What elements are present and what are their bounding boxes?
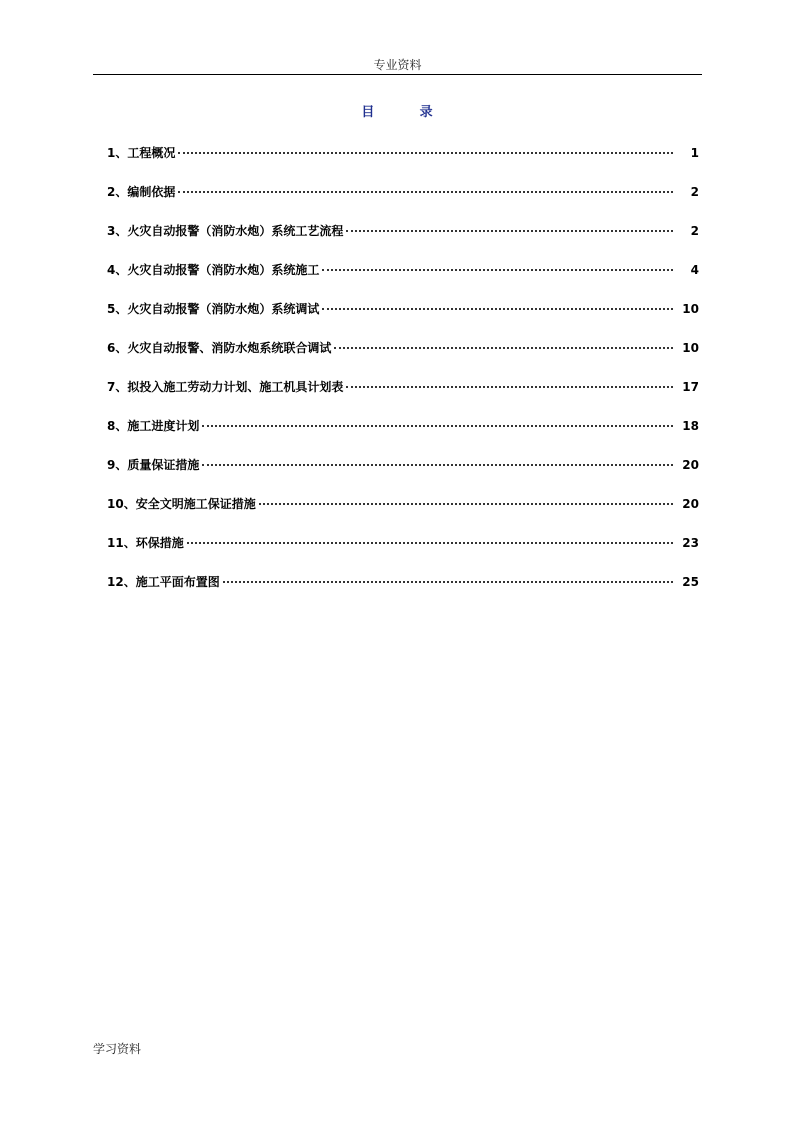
toc-dot-leader (346, 386, 673, 388)
toc-entry[interactable] (107, 456, 699, 495)
toc-entry-page: 17 (682, 380, 699, 394)
toc-entry-page: 10 (682, 302, 699, 316)
toc-entry[interactable] (107, 183, 699, 222)
toc-entry-page: 20 (682, 497, 699, 511)
toc-entry-label: 3、火灾自动报警（消防水炮）系统工艺流程 (107, 224, 344, 238)
toc-dot-leader (187, 542, 673, 544)
toc-entry-label: 1、工程概况 (107, 146, 176, 160)
toc-entry-page: 1 (690, 146, 699, 160)
toc-dot-leader (178, 191, 673, 193)
toc-entry[interactable] (107, 144, 699, 183)
toc-entry-label: 11、环保措施 (107, 536, 184, 550)
toc-entry-page: 2 (690, 185, 699, 199)
page-footer: 学习资料 (93, 1042, 142, 1056)
toc-dot-leader (334, 347, 673, 349)
toc-entry-page: 2 (690, 224, 699, 238)
table-of-contents (107, 144, 699, 612)
toc-entry-page: 10 (682, 341, 699, 355)
toc-entry-label: 5、火灾自动报警（消防水炮）系统调试 (107, 302, 320, 316)
toc-entry[interactable] (107, 300, 699, 339)
toc-entry[interactable] (107, 417, 699, 456)
toc-entry-label: 2、编制依据 (107, 185, 176, 199)
toc-entry[interactable] (107, 222, 699, 261)
toc-dot-leader (346, 230, 673, 232)
toc-dot-leader (223, 581, 673, 583)
toc-entry-label: 10、安全文明施工保证措施 (107, 497, 256, 511)
toc-entry-label: 6、火灾自动报警、消防水炮系统联合调试 (107, 341, 332, 355)
toc-entry-page: 18 (682, 419, 699, 433)
header-divider (93, 74, 702, 75)
toc-entry-page: 25 (682, 575, 699, 589)
toc-entry[interactable] (107, 573, 699, 612)
toc-entry-page: 4 (690, 263, 699, 277)
toc-entry-page: 20 (682, 458, 699, 472)
toc-entry-page: 23 (682, 536, 699, 550)
toc-entry-label: 9、质量保证措施 (107, 458, 200, 472)
toc-entry-label: 12、施工平面布置图 (107, 575, 220, 589)
toc-entry[interactable] (107, 495, 699, 534)
toc-title: 目 录 (361, 105, 433, 120)
toc-entry-label: 4、火灾自动报警（消防水炮）系统施工 (107, 263, 320, 277)
toc-entry-label: 7、拟投入施工劳动力计划、施工机具计划表 (107, 380, 344, 394)
toc-dot-leader (178, 152, 673, 154)
toc-entry[interactable] (107, 378, 699, 417)
toc-dot-leader (259, 503, 673, 505)
toc-dot-leader (322, 308, 673, 310)
toc-entry[interactable] (107, 534, 699, 573)
toc-entry[interactable] (107, 339, 699, 378)
toc-dot-leader (202, 464, 673, 466)
toc-entry[interactable] (107, 261, 699, 300)
toc-entry-label: 8、施工进度计划 (107, 419, 200, 433)
page-header: 专业资料 (373, 58, 422, 72)
toc-dot-leader (202, 425, 673, 427)
toc-dot-leader (322, 269, 673, 271)
